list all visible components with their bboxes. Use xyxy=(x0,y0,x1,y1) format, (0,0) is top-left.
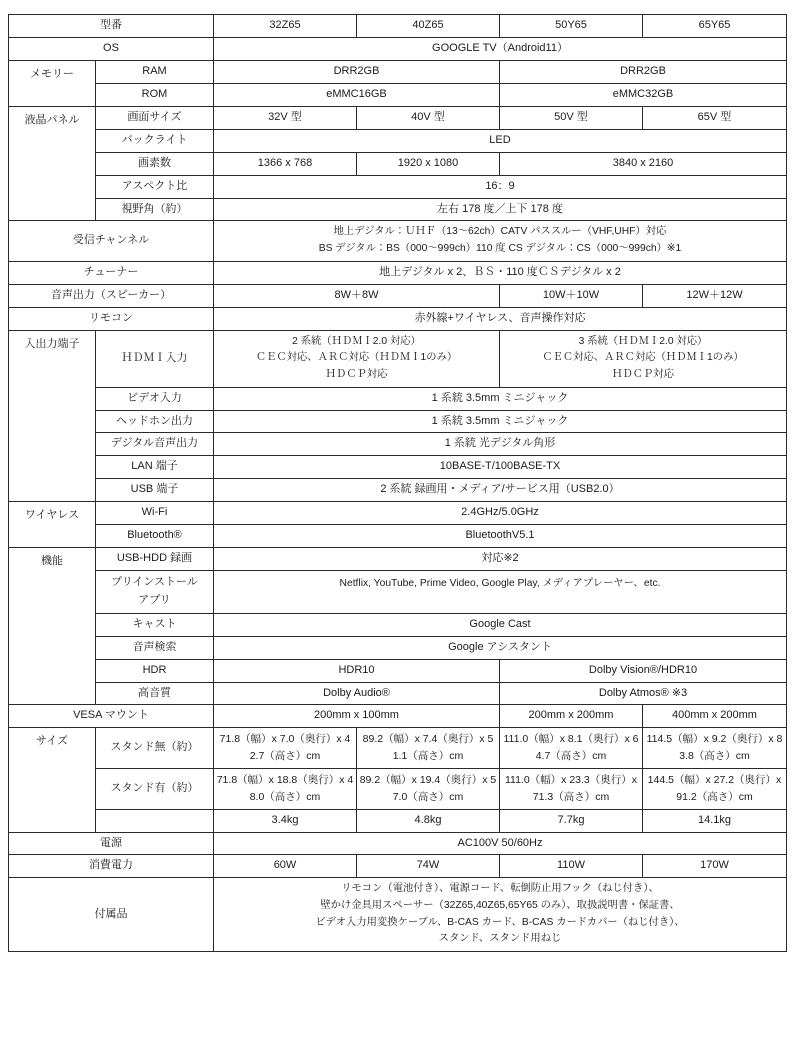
row-label-with-stand: スタンド有（約） xyxy=(96,769,214,810)
table-row-video-input xyxy=(9,387,787,410)
table-row-wifi xyxy=(9,502,787,525)
row-label-hdr: HDR xyxy=(96,659,214,682)
receive-channel-line-1: 地上デジタル：ＵＨＦ（13〜62ch）CATV パススルー（VHF,UHF）対応 xyxy=(333,226,667,238)
cell-receive-channel-value xyxy=(214,221,787,261)
table-row-accessories xyxy=(9,878,787,952)
cell-without-stand-1: 71.8（幅）x 7.0（奥行）x 42.7（高さ）cm xyxy=(214,728,357,769)
row-label-ram: RAM xyxy=(96,60,214,83)
cell-weight-3: 7.7kg xyxy=(500,809,643,832)
hdmi-left-line-2: ＣＥＣ対応、ＡＲＣ対応（ＨＤＭＩ1のみ） xyxy=(255,352,458,364)
cell-model-40z65: 40Z65 xyxy=(357,15,500,38)
table-row-bluetooth xyxy=(9,525,787,548)
cell-model-32z65: 32Z65 xyxy=(214,15,357,38)
table-row-os xyxy=(9,37,787,60)
table-row-usb xyxy=(9,479,787,502)
row-label-power-consumption: 消費電力 xyxy=(9,855,214,878)
receive-channel-line-2: BS デジタル：BS（000〜999ch）110 度 CS デジタル：CS（000〜999ch）※1 xyxy=(318,243,682,255)
row-label-wifi: Wi-Fi xyxy=(96,502,214,525)
cell-model-65y65: 65Y65 xyxy=(643,15,787,38)
cell-ram-right: DRR2GB xyxy=(500,60,787,83)
group-label-size: サイズ xyxy=(9,728,96,832)
hdmi-left-line-3: ＨＤＣＰ対応 xyxy=(325,368,388,380)
cell-video-input-value: 1 系統 3.5mm ミニジャック xyxy=(214,387,787,410)
row-label-vesa-mount: VESA マウント xyxy=(9,705,214,728)
table-row-size-with-stand xyxy=(9,769,787,810)
row-label-audio-output: 音声出力（スピーカー） xyxy=(9,284,214,307)
cell-os-value: GOOGLE TV（Android11） xyxy=(214,37,787,60)
table-row-hdmi-input xyxy=(9,330,787,387)
accessories-line-1: リモコン（電池付き）、電源コード、転倒防止用フック（ねじ付き）、 xyxy=(341,883,659,895)
row-label-usb-hdd-recording: USB-HDD 録画 xyxy=(96,548,214,571)
cell-pixels-34: 3840 x 2160 xyxy=(500,152,787,175)
table-row-usb-hdd-recording xyxy=(9,548,787,571)
cell-audio-output-4: 12W＋12W xyxy=(643,284,787,307)
table-row-model-number xyxy=(9,15,787,38)
row-label-rom: ROM xyxy=(96,83,214,106)
cell-without-stand-2: 89.2（幅）x 7.4（奥行）x 51.1（高さ）cm xyxy=(357,728,500,769)
table-row-weight xyxy=(9,809,787,832)
cell-screen-size-2: 40V 型 xyxy=(357,106,500,129)
row-label-voice-search: 音声検索 xyxy=(96,636,214,659)
row-label-pixels: 画素数 xyxy=(96,152,214,175)
accessories-line-3: ビデオ入力用変換ケーブル、B-CAS カード、B-CAS カードカバー（ねじ付き）、 xyxy=(315,916,685,928)
table-row-power-consumption xyxy=(9,855,787,878)
cell-screen-size-4: 65V 型 xyxy=(643,106,787,129)
cell-weight-1: 3.4kg xyxy=(214,809,357,832)
hdmi-right-line-1: 3 系統（ＨＤＭＩ2.0 対応） xyxy=(578,335,708,347)
table-row-tuner xyxy=(9,261,787,284)
row-label-os: OS xyxy=(9,37,214,60)
cell-with-stand-1: 71.8（幅）x 18.8（奥行）x 48.0（高さ）cm xyxy=(214,769,357,810)
row-label-aspect-ratio: アスペクト比 xyxy=(96,175,214,198)
row-label-viewing-angle: 視野角（約） xyxy=(96,198,214,221)
row-label-tuner: チューナー xyxy=(9,261,214,284)
cell-power-source-value: AC100V 50/60Hz xyxy=(214,832,787,855)
cell-vesa-12: 200mm x 100mm xyxy=(214,705,500,728)
row-label-backlight: バックライト xyxy=(96,129,214,152)
table-row-pixels xyxy=(9,152,787,175)
row-label-receive-channel: 受信チャンネル xyxy=(9,221,214,261)
table-row-rom xyxy=(9,83,787,106)
cell-high-audio-left: Dolby Audio® xyxy=(214,682,500,705)
row-label-cast: キャスト xyxy=(96,613,214,636)
row-label-bluetooth: Bluetooth® xyxy=(96,525,214,548)
row-label-video-input: ビデオ入力 xyxy=(96,387,214,410)
table-row-cast xyxy=(9,613,787,636)
table-row-remote xyxy=(9,307,787,330)
cell-audio-output-3: 10W＋10W xyxy=(500,284,643,307)
row-label-weight-blank xyxy=(96,809,214,832)
cell-vesa-4: 400mm x 200mm xyxy=(643,705,787,728)
cell-bluetooth-value: BluetoothV5.1 xyxy=(214,525,787,548)
accessories-line-4: スタンド、スタンド用ねじ xyxy=(438,933,562,945)
hdmi-left-line-1: 2 系統（ＨＤＭＩ2.0 対応） xyxy=(292,335,421,347)
cell-with-stand-2: 89.2（幅）x 19.4（奥行）x 57.0（高さ）cm xyxy=(357,769,500,810)
cell-hdr-right: Dolby Vision®/HDR10 xyxy=(500,659,787,682)
accessories-line-2: 壁かけ金具用スペーサー（32Z65,40Z65,65Y65 のみ）、取扱説明書・保証書、 xyxy=(320,900,680,912)
hdmi-right-line-3: ＨＤＣＰ対応 xyxy=(612,368,674,380)
cell-power-consumption-1: 60W xyxy=(214,855,357,878)
cell-pixels-2: 1920 x 1080 xyxy=(357,152,500,175)
group-label-lcd-panel: 液晶パネル xyxy=(9,106,96,221)
preinstalled-apps-label-line-2: アプリ xyxy=(138,593,171,606)
cell-viewing-angle-value: 左右 178 度／上下 178 度 xyxy=(214,198,787,221)
cell-digital-audio-output-value: 1 系統 光デジタル角形 xyxy=(214,433,787,456)
cell-weight-4: 14.1kg xyxy=(643,809,787,832)
table-row-ram xyxy=(9,60,787,83)
group-label-io-terminals: 入出力端子 xyxy=(9,330,96,502)
row-label-hdmi-input: ＨＤＭＩ入力 xyxy=(96,330,214,387)
cell-remote-value: 赤外線+ワイヤレス、音声操作対応 xyxy=(214,307,787,330)
row-label-accessories: 付属品 xyxy=(9,878,214,952)
cell-tuner-value: 地上デジタル x 2、ＢＳ・110 度ＣＳデジタル x 2 xyxy=(214,261,787,284)
cell-aspect-ratio-value: 16：9 xyxy=(214,175,787,198)
cell-cast-value: Google Cast xyxy=(214,613,787,636)
table-row-power-source xyxy=(9,832,787,855)
cell-with-stand-3: 111.0（幅）x 23.3（奥行）x 71.3（高さ）cm xyxy=(500,769,643,810)
row-label-power-source: 電源 xyxy=(9,832,214,855)
table-row-aspect-ratio xyxy=(9,175,787,198)
tv-specification-table xyxy=(8,14,787,952)
cell-wifi-value: 2.4GHz/5.0GHz xyxy=(214,502,787,525)
cell-weight-2: 4.8kg xyxy=(357,809,500,832)
table-row-backlight xyxy=(9,129,787,152)
cell-with-stand-4: 144.5（幅）x 27.2（奥行）x 91.2（高さ）cm xyxy=(643,769,787,810)
cell-hdmi-input-left xyxy=(214,330,500,387)
cell-power-consumption-3: 110W xyxy=(500,855,643,878)
row-label-remote: リモコン xyxy=(9,307,214,330)
cell-accessories-value xyxy=(214,878,787,952)
hdmi-right-line-2: ＣＥＣ対応、ＡＲＣ対応（ＨＤＭＩ1のみ） xyxy=(542,352,744,364)
row-label-preinstalled-apps xyxy=(96,571,214,614)
cell-usb-value: 2 系統 録画用・メディア/サービス用（USB2.0） xyxy=(214,479,787,502)
table-row-headphone-output xyxy=(9,410,787,433)
cell-ram-left: DRR2GB xyxy=(214,60,500,83)
table-row-lan xyxy=(9,456,787,479)
table-row-preinstalled-apps xyxy=(9,571,787,614)
table-row-voice-search xyxy=(9,636,787,659)
cell-model-50y65: 50Y65 xyxy=(500,15,643,38)
table-row-hdr xyxy=(9,659,787,682)
cell-usb-hdd-recording-value: 対応※2 xyxy=(214,548,787,571)
group-label-functions: 機能 xyxy=(9,548,96,705)
cell-lan-value: 10BASE-T/100BASE-TX xyxy=(214,456,787,479)
cell-voice-search-value: Google アシスタント xyxy=(214,636,787,659)
cell-rom-right: eMMC32GB xyxy=(500,83,787,106)
cell-screen-size-3: 50V 型 xyxy=(500,106,643,129)
table-row-high-audio-quality xyxy=(9,682,787,705)
cell-hdr-left: HDR10 xyxy=(214,659,500,682)
group-label-wireless: ワイヤレス xyxy=(9,502,96,548)
row-label-without-stand: スタンド無（約） xyxy=(96,728,214,769)
cell-backlight-value: LED xyxy=(214,129,787,152)
table-row-receive-channel xyxy=(9,221,787,261)
cell-headphone-output-value: 1 系統 3.5mm ミニジャック xyxy=(214,410,787,433)
cell-pixels-1: 1366 x 768 xyxy=(214,152,357,175)
row-label-usb: USB 端子 xyxy=(96,479,214,502)
table-row-viewing-angle xyxy=(9,198,787,221)
cell-power-consumption-4: 170W xyxy=(643,855,787,878)
row-label-model-number: 型番 xyxy=(9,15,214,38)
cell-high-audio-right: Dolby Atmos® ※3 xyxy=(500,682,787,705)
cell-preinstalled-apps-value: Netflix, YouTube, Prime Video, Google Play, メディアプレーヤー、etc. xyxy=(214,571,787,614)
table-row-vesa-mount xyxy=(9,705,787,728)
preinstalled-apps-label-line-1: プリインストール xyxy=(111,576,198,589)
row-label-lan: LAN 端子 xyxy=(96,456,214,479)
cell-hdmi-input-right xyxy=(500,330,787,387)
table-row-audio-output xyxy=(9,284,787,307)
cell-screen-size-1: 32V 型 xyxy=(214,106,357,129)
cell-power-consumption-2: 74W xyxy=(357,855,500,878)
cell-without-stand-4: 114.5（幅）x 9.2（奥行）x 83.8（高さ）cm xyxy=(643,728,787,769)
row-label-high-audio-quality: 高音質 xyxy=(96,682,214,705)
row-label-digital-audio-output: デジタル音声出力 xyxy=(96,433,214,456)
cell-vesa-3: 200mm x 200mm xyxy=(500,705,643,728)
cell-audio-output-12: 8W＋8W xyxy=(214,284,500,307)
group-label-memory: メモリー xyxy=(9,60,96,106)
table-row-digital-audio-output xyxy=(9,433,787,456)
table-row-size-without-stand xyxy=(9,728,787,769)
row-label-headphone-output: ヘッドホン出力 xyxy=(96,410,214,433)
cell-without-stand-3: 111.0（幅）x 8.1（奥行）x 64.7（高さ）cm xyxy=(500,728,643,769)
table-row-screen-size xyxy=(9,106,787,129)
cell-rom-left: eMMC16GB xyxy=(214,83,500,106)
row-label-screen-size: 画面サイズ xyxy=(96,106,214,129)
